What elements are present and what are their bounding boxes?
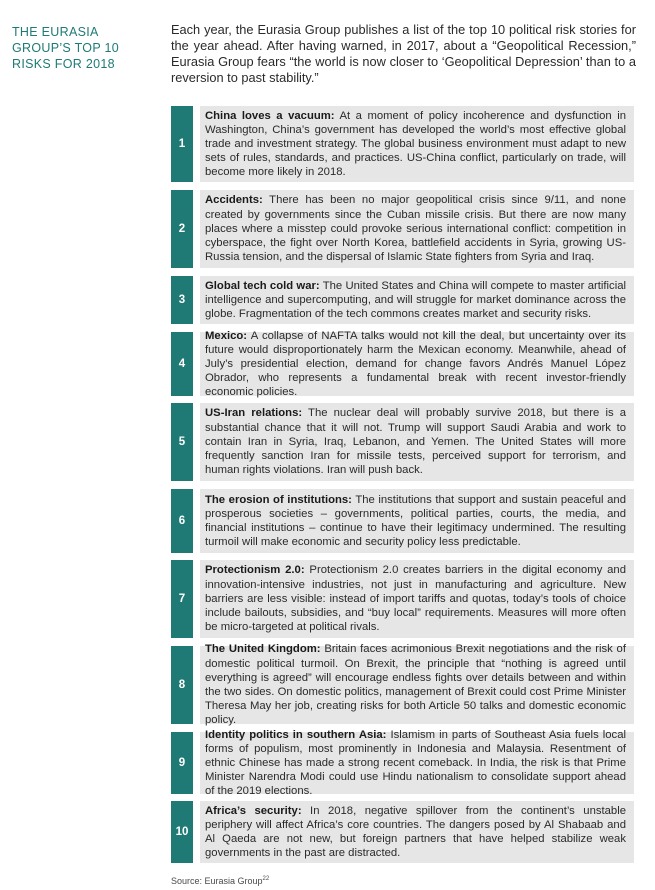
risk-text: Protectionism 2.0 creates barriers in the digital economy and innovation-intensive industries, not just in manufacturing and agriculture. New barriers are less visible: instead of import tariffs and quotas, today’s tools of choice include bailouts, subsidies, and “buy local” requirements. Measures will more often be micro-targeted at political rivals. (205, 564, 626, 634)
risk-number: 9 (171, 732, 193, 794)
risk-number: 2 (171, 190, 193, 268)
risk-item-9 (171, 728, 634, 798)
risk-body (200, 489, 634, 553)
risk-item-1 (171, 106, 634, 182)
risk-text: There has been no major geopolitical crisis since 9/11, and none created by governments since the Cuban missile crisis. But there are now many places where a misstep could provoke serious international conflict: competition in cyberspace, the fight over North Korea, battlefield accidents in Syria, growing US-Russia tension, and the dispersal of Islamic State fighters from Syria and Iraq. (205, 194, 626, 264)
risk-body (200, 403, 634, 481)
risk-body (200, 728, 634, 798)
risk-text: The institutions that support and sustain peaceful and prosperous societies – governments, political parties, courts, the media, and financial institutions – continue to have their legitimacy undermined. The resulting turmoil will make economic and security policy less predictable. (205, 493, 626, 549)
risk-text: The nuclear deal will probably survive 2018, but there is a substantial chance that it will not. Trump will support Saudi Arabia and work to contain Iran in Syria, Iraq, Lebanon, and Yemen. The United States will more frequently sanction Iran for missile tests, perceived support for terrorism, and human rights violations. Iran will push back. (205, 407, 626, 477)
risk-title: Protectionism 2.0: (205, 564, 305, 577)
risk-text: At a moment of policy incoherence and dysfunction in Washington, China’s government has developed the world’s most effective global trade and investment strategy. The global business environment must adapt to new sets of rules, standards, and practices. US-China conflict, particularly on trade, will become more likely in 2018. (205, 109, 626, 179)
risk-text: The United States and China will compete to master artificial intelligence and supercomputing, and will struggle for market dominance across the globe. Fragmentation of the tech commons creates market and security risks. (205, 279, 627, 321)
risk-title: Accidents: (205, 194, 263, 207)
risk-body (200, 329, 634, 399)
risk-body (200, 106, 634, 182)
risk-body (200, 801, 634, 863)
risk-item-8 (171, 643, 634, 727)
risk-number: 5 (171, 403, 193, 481)
risk-text: Islamism in parts of Southeast Asia fuels local forms of populism, most prominently in Indonesia and Malaysia. Resentment of ethnic Chinese has made a strong recent comeback. In India, the risk is that Prime Minister Narendra Modi could use Hindu nationalism to consolidate support ahead of the 2019 elections. (205, 728, 626, 798)
source-note (171, 876, 269, 886)
source-text: Source: Eurasia Group (171, 876, 263, 886)
sidebar-title: THE EURASIA GROUP’S TOP 10 RISKS FOR 2018 (12, 25, 120, 71)
source-footnote: 22 (262, 876, 270, 882)
risk-title: US-Iran relations: (205, 407, 303, 420)
risk-body (200, 560, 634, 638)
risk-item-6 (171, 489, 634, 553)
risk-title: The erosion of institutions: (205, 493, 352, 506)
risk-title: Africa’s security: (205, 804, 302, 817)
risk-body (200, 190, 634, 268)
risk-title: Identity politics in southern Asia: (205, 728, 387, 741)
risk-number: 7 (171, 560, 193, 638)
risk-number: 6 (171, 489, 193, 553)
risk-item-5 (171, 403, 634, 481)
risk-number: 1 (171, 106, 193, 182)
risk-body (200, 276, 634, 324)
risk-item-4 (171, 329, 634, 399)
risk-title: Global tech cold war: (205, 279, 320, 292)
risk-item-3 (171, 276, 634, 324)
intro-paragraph: Each year, the Eurasia Group publishes a list of the top 10 political risk stories for the year ahead. After having warned, in 2017, about a “Geopolitical Recession,” Eurasia Group fears “the world is now closer to ‘Geopolitical Depression’ than to a reversion to past stability.” (171, 22, 636, 85)
risk-body (200, 643, 634, 727)
risk-number: 10 (171, 801, 193, 863)
risk-title: Mexico: (205, 329, 248, 342)
risk-text: In 2018, negative spillover from the continent’s unstable periphery will affect Africa’s core countries. The dangers posed by Al Shabaab and Al Qaeda are not new, but foreign partners that have helped stabilize weak governments in the past are distracted. (205, 804, 626, 860)
risk-title: The United Kingdom: (205, 643, 321, 656)
risk-number: 4 (171, 332, 193, 396)
risk-title: China loves a vacuum: (205, 109, 335, 122)
risk-item-10 (171, 801, 634, 863)
risk-number: 3 (171, 276, 193, 324)
risk-text: Britain faces acrimonious Brexit negotiations and the risk of domestic political turmoil. On Brexit, the principle that “nothing is agreed until everything is agreed” will encourage endless fights over details between and within the two sides. On domestic politics, management of Brexit could cost Prime Minister Theresa May her job, creating risks for both Article 50 talks and domestic economic policy. (205, 643, 626, 727)
risk-text: A collapse of NAFTA talks would not kill the deal, but uncertainty over its future would disproportionately harm the Mexican economy. Meanwhile, ahead of July’s presidential election, demand for change favors Andrés Manuel López Obrador, who represents a fundamental break with recent investor-friendly economic policies. (205, 329, 626, 399)
risk-number: 8 (171, 646, 193, 724)
risk-item-2 (171, 190, 634, 268)
risk-item-7 (171, 560, 634, 638)
